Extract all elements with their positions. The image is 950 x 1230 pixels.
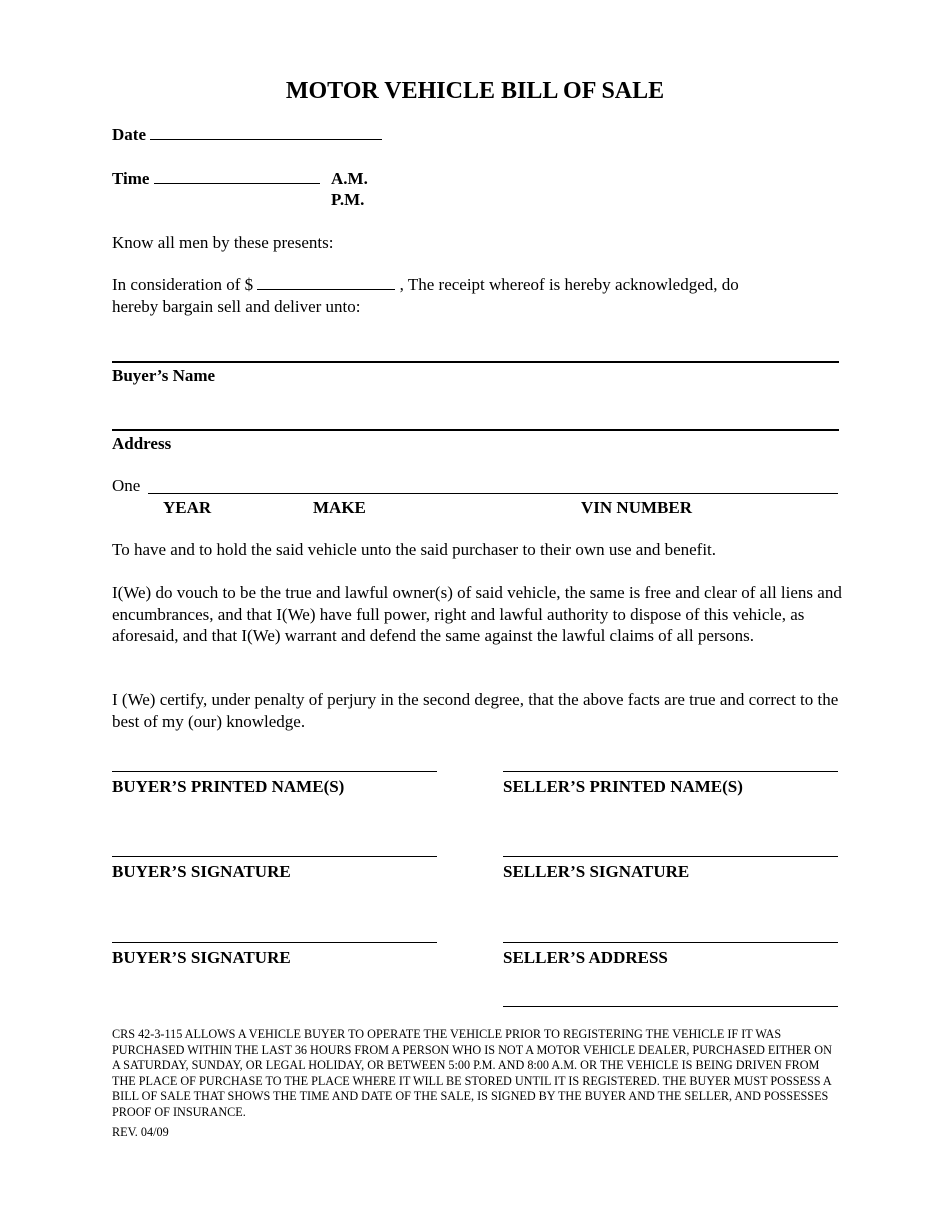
buyer-name-label: Buyer’s Name xyxy=(112,366,216,385)
seller-address-label: SELLER’S ADDRESS xyxy=(503,948,668,967)
seller-printed-name-label: SELLER’S PRINTED NAME(S) xyxy=(503,777,743,796)
certify-paragraph: I (We) certify, under penalty of perjury in the second degree, that the above facts are true and correct to the best of my (our) knowledge. xyxy=(112,690,839,731)
consideration-line-1 xyxy=(112,274,739,295)
buyer-signature-label-1: BUYER’S SIGNATURE xyxy=(112,862,291,881)
vehicle-description-field[interactable] xyxy=(148,493,838,494)
make-label: MAKE xyxy=(313,498,366,517)
seller-signature-label: SELLER’S SIGNATURE xyxy=(503,862,690,881)
time-row xyxy=(112,168,320,189)
vouch-paragraph: I(We) do vouch to be the true and lawful owner(s) of said vehicle, the same is free and clear of all liens and encumbrances, and that I(We) have full power, right and lawful authority to dispose of this vehicle, as aforesaid, and that I(We) warrant and defend the same against the lawful claims of all persons. xyxy=(112,583,842,645)
buyer-signature-field-1[interactable] xyxy=(112,856,437,857)
buyer-signature-field-2[interactable] xyxy=(112,942,437,943)
seller-printed-name-field[interactable] xyxy=(503,771,838,772)
time-label: Time xyxy=(112,169,150,188)
consideration-line-2: hereby bargain sell and deliver unto: xyxy=(112,297,361,316)
consideration-suffix: , The receipt whereof is hereby acknowledged, do xyxy=(399,275,739,294)
vin-label: VIN NUMBER xyxy=(581,498,692,517)
address-label: Address xyxy=(112,434,172,453)
address-field[interactable] xyxy=(112,429,839,431)
buyer-printed-name-field[interactable] xyxy=(112,771,437,772)
buyer-printed-name-label: BUYER’S PRINTED NAME(S) xyxy=(112,777,345,796)
am-option[interactable]: A.M. xyxy=(331,169,368,188)
date-field[interactable] xyxy=(150,124,382,140)
page-title: MOTOR VEHICLE BILL OF SALE xyxy=(285,78,665,104)
one-label: One xyxy=(112,476,141,495)
seller-address-field-2[interactable] xyxy=(503,1006,838,1007)
buyer-name-field[interactable] xyxy=(112,361,839,363)
legal-footer-note: CRS 42-3-115 ALLOWS A VEHICLE BUYER TO OPERATE THE VEHICLE PRIOR TO REGISTERING THE VEHICLE IF IT WAS PURCHASED WITHIN THE LAST 36 HOURS FROM A PERSON WHO IS NOT A MOTOR VEHICLE DEALER, PURCHASED EITHER ON A SATURDAY, SUNDAY, OR LEGAL HOLIDAY, OR BETWEEN 5:00 P.M. AND 8:00 A.M. OR THE VEHICLE IS BEING DRIVEN FROM THE PLACE OF PURCHASE TO THE PLACE WHERE IT WILL BE STORED UNTIL IT IS REGISTERED. THE BUYER MUST POSSESS A BILL OF SALE THAT SHOWS THE TIME AND DATE OF THE SALE, IS SIGNED BY THE BUYER AND THE SELLER, AND POSSESSES PROOF OF INSURANCE. xyxy=(112,1027,832,1119)
date-label: Date xyxy=(112,125,146,144)
price-field[interactable] xyxy=(257,274,395,290)
hold-paragraph: To have and to hold the said vehicle unto the said purchaser to their own use and benefit. xyxy=(112,540,717,559)
date-row xyxy=(112,124,382,145)
consideration-prefix: In consideration of $ xyxy=(112,275,254,294)
greeting-text: Know all men by these presents: xyxy=(112,233,334,252)
revision-label: REV. 04/09 xyxy=(112,1125,169,1139)
seller-signature-field[interactable] xyxy=(503,856,838,857)
year-label: YEAR xyxy=(163,498,212,517)
pm-option[interactable]: P.M. xyxy=(331,190,365,209)
buyer-signature-label-2: BUYER’S SIGNATURE xyxy=(112,948,291,967)
seller-address-field[interactable] xyxy=(503,942,838,943)
time-field[interactable] xyxy=(154,168,320,184)
